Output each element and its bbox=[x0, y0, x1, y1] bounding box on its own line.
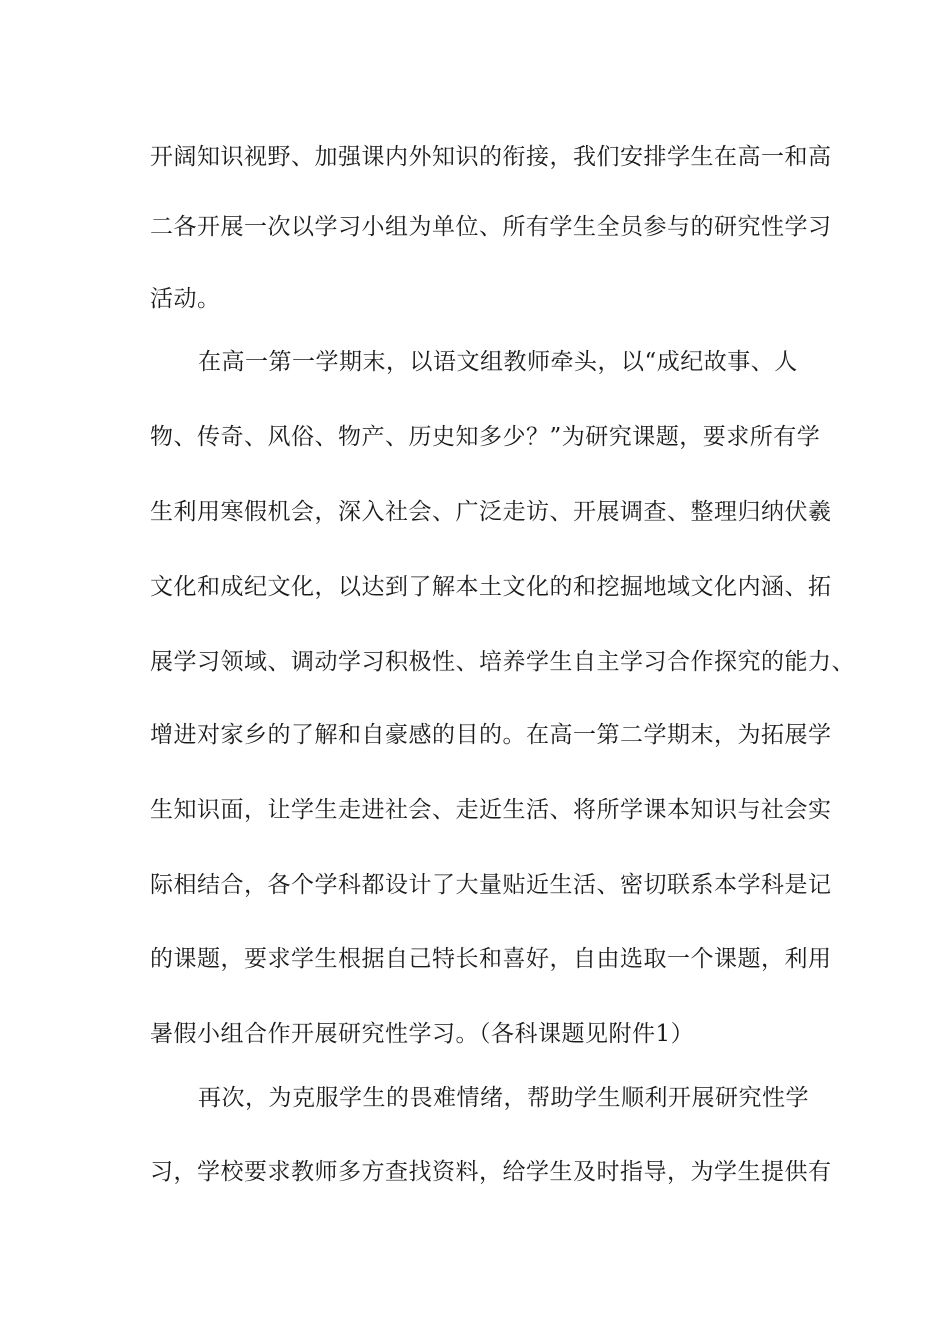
paragraph-line: 文化和成纪文化，以达到了解本土文化的和挖掘地域文化内涵、拓 bbox=[150, 574, 832, 600]
paragraph-line: 的课题，要求学生根据自己特长和喜好，自由选取一个课题，利用 bbox=[150, 946, 832, 972]
paragraph-line: 物、传奇、风俗、物产、历史知多少？”为研究课题，要求所有学 bbox=[150, 424, 821, 450]
paragraph-line: 增进对家乡的了解和自豪感的目的。在高一第二学期末，为拓展学 bbox=[150, 722, 832, 748]
paragraph-line: 际相结合，各个学科都设计了大量贴近生活、密切联系本学科是记 bbox=[150, 872, 832, 898]
paragraph-line: 生知识面，让学生走进社会、走近生活、将所学课本知识与社会实 bbox=[150, 797, 832, 823]
paragraph-line: 习，学校要求教师多方查找资料，给学生及时指导，为学生提供有 bbox=[150, 1159, 832, 1185]
paragraph-line: 再次，为克服学生的畏难情绪，帮助学生顺利开展研究性学 bbox=[198, 1085, 809, 1111]
paragraph-line: 活动。 bbox=[150, 286, 221, 312]
paragraph-line: 在高一第一学期末，以语文组教师牵头，以“成纪故事、人 bbox=[198, 349, 798, 375]
paragraph-line: 开阔知识视野、加强课内外知识的衔接，我们安排学生在高一和高 bbox=[150, 144, 832, 170]
paragraph-line: 生利用寒假机会，深入社会、广泛走访、开展调查、整理归纳伏羲 bbox=[150, 499, 832, 525]
paragraph-line: 暑假小组合作开展研究性学习。（各科课题见附件1） bbox=[150, 1021, 695, 1047]
paragraph-line: 展学习领域、调动学习积极性、培养学生自主学习合作探究的能力、 bbox=[150, 649, 855, 675]
paragraph-line: 二各开展一次以学习小组为单位、所有学生全员参与的研究性学习 bbox=[150, 214, 832, 240]
